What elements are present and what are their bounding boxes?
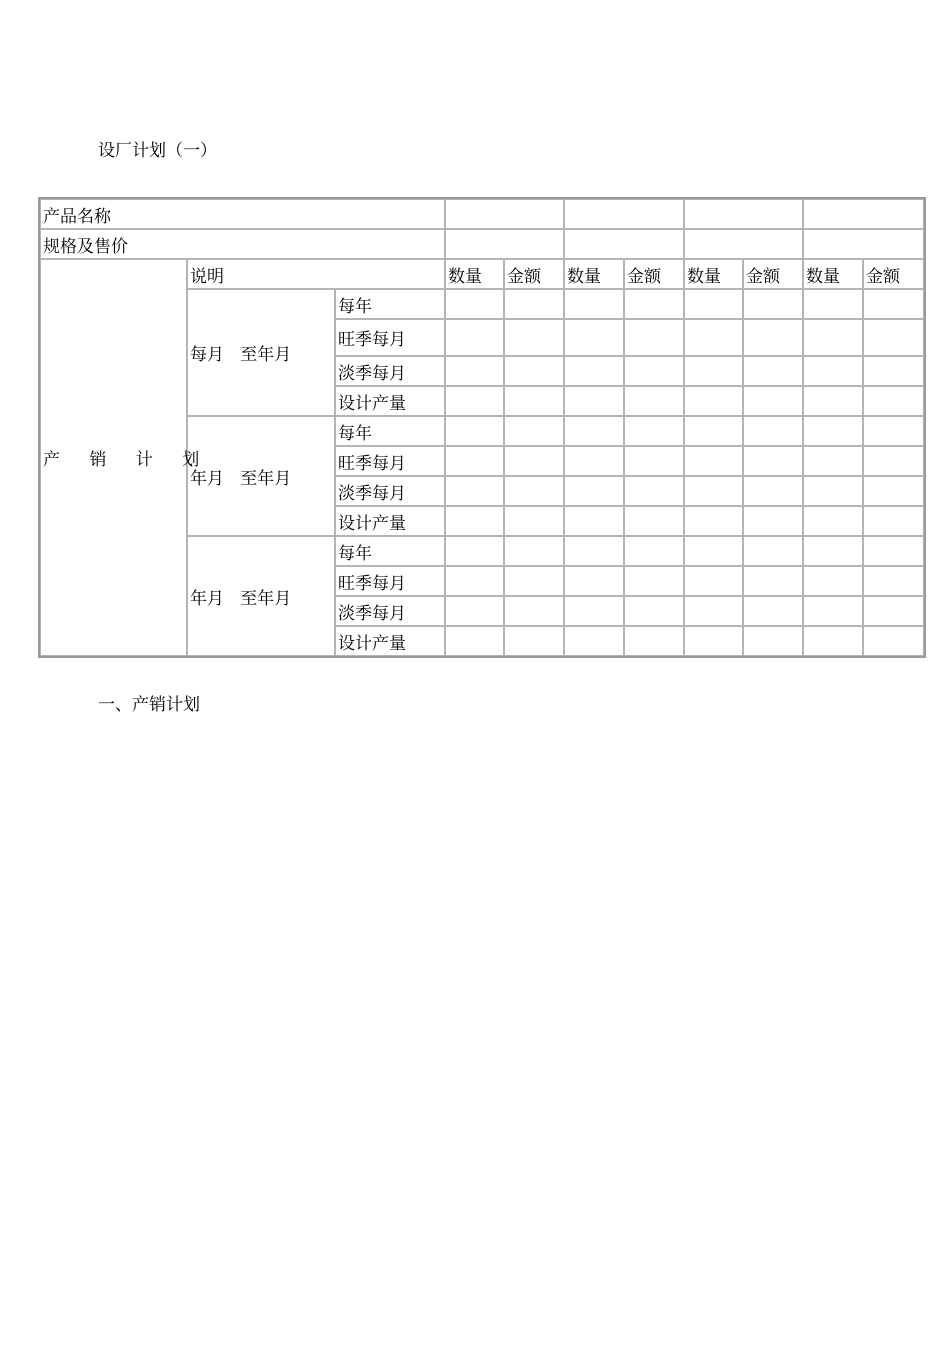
data-cell[interactable]	[803, 566, 863, 596]
data-cell[interactable]	[743, 446, 803, 476]
data-cell[interactable]	[863, 476, 924, 506]
period-label: 年月 至年月	[187, 536, 335, 656]
amount-header: 金额	[624, 259, 684, 289]
row-label: 每年	[335, 416, 445, 446]
data-cell[interactable]	[803, 536, 863, 566]
qty-header: 数量	[684, 259, 743, 289]
data-cell[interactable]	[803, 626, 863, 656]
data-cell[interactable]	[803, 416, 863, 446]
data-cell[interactable]	[504, 596, 564, 626]
qty-header: 数量	[803, 259, 863, 289]
spec-price-cell[interactable]	[564, 229, 684, 259]
data-cell[interactable]	[564, 566, 624, 596]
data-cell[interactable]	[803, 386, 863, 416]
row-label: 旺季每月	[335, 566, 445, 596]
data-cell[interactable]	[445, 319, 504, 356]
data-cell[interactable]	[624, 446, 684, 476]
amount-header: 金额	[863, 259, 924, 289]
data-cell[interactable]	[445, 386, 504, 416]
data-cell[interactable]	[684, 506, 743, 536]
data-cell[interactable]	[564, 356, 624, 386]
header-row	[40, 259, 924, 289]
data-cell[interactable]	[624, 506, 684, 536]
row-label: 设计产量	[335, 626, 445, 656]
spec-price-cell[interactable]	[803, 229, 924, 259]
amount-header: 金额	[504, 259, 564, 289]
data-cell[interactable]	[624, 289, 684, 319]
data-cell[interactable]	[803, 289, 863, 319]
data-cell[interactable]	[684, 476, 743, 506]
data-cell[interactable]	[445, 356, 504, 386]
data-cell[interactable]	[504, 386, 564, 416]
product-name-cell[interactable]	[803, 199, 924, 229]
data-cell[interactable]	[445, 626, 504, 656]
data-cell[interactable]	[504, 536, 564, 566]
data-cell[interactable]	[445, 596, 504, 626]
data-cell[interactable]	[684, 416, 743, 446]
row-label: 设计产量	[335, 386, 445, 416]
data-cell[interactable]	[504, 319, 564, 356]
period-label: 年月 至年月	[187, 416, 335, 536]
product-name-label: 产品名称	[40, 199, 445, 229]
data-cell[interactable]	[445, 476, 504, 506]
data-cell[interactable]	[564, 626, 624, 656]
data-cell[interactable]	[684, 626, 743, 656]
data-cell[interactable]	[863, 596, 924, 626]
data-cell[interactable]	[624, 356, 684, 386]
data-cell[interactable]	[624, 476, 684, 506]
data-cell[interactable]	[564, 596, 624, 626]
data-cell[interactable]	[624, 596, 684, 626]
data-cell[interactable]	[743, 626, 803, 656]
data-cell[interactable]	[863, 536, 924, 566]
data-cell[interactable]	[803, 356, 863, 386]
data-cell[interactable]	[743, 476, 803, 506]
product-name-cell[interactable]	[445, 199, 564, 229]
row-label: 淡季每月	[335, 356, 445, 386]
data-cell[interactable]	[624, 319, 684, 356]
period-label: 每月 至年月	[187, 289, 335, 416]
product-name-cell[interactable]	[564, 199, 684, 229]
data-cell[interactable]	[504, 446, 564, 476]
data-cell[interactable]	[504, 566, 564, 596]
data-cell[interactable]	[803, 596, 863, 626]
data-cell[interactable]	[803, 506, 863, 536]
data-cell[interactable]	[564, 289, 624, 319]
data-cell[interactable]	[743, 416, 803, 446]
data-cell[interactable]	[684, 566, 743, 596]
data-cell[interactable]	[863, 386, 924, 416]
data-cell[interactable]	[624, 626, 684, 656]
row-label: 旺季每月	[335, 319, 445, 356]
qty-header: 数量	[564, 259, 624, 289]
data-cell[interactable]	[743, 386, 803, 416]
data-cell[interactable]	[445, 506, 504, 536]
row-label: 淡季每月	[335, 476, 445, 506]
section-label: 产 销 计 划	[40, 259, 187, 656]
data-cell[interactable]	[564, 319, 624, 356]
product-name-cell[interactable]	[684, 199, 803, 229]
data-cell[interactable]	[504, 356, 564, 386]
data-cell[interactable]	[684, 446, 743, 476]
data-cell[interactable]	[445, 446, 504, 476]
data-cell[interactable]	[743, 596, 803, 626]
data-cell[interactable]	[743, 319, 803, 356]
data-cell[interactable]	[684, 386, 743, 416]
data-cell[interactable]	[743, 356, 803, 386]
qty-header: 数量	[445, 259, 504, 289]
description-label: 说明	[187, 259, 445, 289]
data-cell[interactable]	[564, 476, 624, 506]
row-label: 淡季每月	[335, 596, 445, 626]
data-cell[interactable]	[863, 356, 924, 386]
data-cell[interactable]	[504, 626, 564, 656]
spec-price-cell[interactable]	[445, 229, 564, 259]
data-cell[interactable]	[863, 566, 924, 596]
data-cell[interactable]	[445, 566, 504, 596]
data-cell[interactable]	[445, 416, 504, 446]
production-sales-plan-table	[38, 197, 926, 658]
data-cell[interactable]	[504, 506, 564, 536]
data-cell[interactable]	[743, 506, 803, 536]
row-label: 设计产量	[335, 506, 445, 536]
data-cell[interactable]	[863, 446, 924, 476]
product-name-row	[40, 199, 924, 229]
data-cell[interactable]	[504, 416, 564, 446]
row-label: 旺季每月	[335, 446, 445, 476]
data-cell[interactable]	[863, 319, 924, 356]
data-cell[interactable]	[684, 356, 743, 386]
amount-header: 金额	[743, 259, 803, 289]
data-cell[interactable]	[863, 506, 924, 536]
row-label: 每年	[335, 536, 445, 566]
data-cell[interactable]	[564, 536, 624, 566]
data-cell[interactable]	[684, 536, 743, 566]
data-cell[interactable]	[624, 566, 684, 596]
data-cell[interactable]	[803, 319, 863, 356]
data-cell[interactable]	[504, 476, 564, 506]
data-cell[interactable]	[684, 319, 743, 356]
data-cell[interactable]	[863, 416, 924, 446]
section-caption: 一、产销计划	[98, 695, 200, 715]
data-cell[interactable]	[564, 506, 624, 536]
data-cell[interactable]	[684, 596, 743, 626]
data-cell[interactable]	[624, 416, 684, 446]
data-cell[interactable]	[564, 446, 624, 476]
data-cell[interactable]	[803, 476, 863, 506]
data-cell[interactable]	[445, 289, 504, 319]
spec-price-row	[40, 229, 924, 259]
data-cell[interactable]	[743, 289, 803, 319]
data-cell[interactable]	[445, 536, 504, 566]
data-cell[interactable]	[863, 626, 924, 656]
spec-price-label: 规格及售价	[40, 229, 445, 259]
data-cell[interactable]	[863, 289, 924, 319]
data-cell[interactable]	[564, 416, 624, 446]
row-label: 每年	[335, 289, 445, 319]
page-title: 设厂计划（一）	[98, 141, 217, 161]
data-cell[interactable]	[803, 446, 863, 476]
data-cell[interactable]	[743, 536, 803, 566]
data-cell[interactable]	[743, 566, 803, 596]
data-cell[interactable]	[624, 536, 684, 566]
data-cell[interactable]	[504, 289, 564, 319]
data-cell[interactable]	[564, 386, 624, 416]
spec-price-cell[interactable]	[684, 229, 803, 259]
data-cell[interactable]	[624, 386, 684, 416]
data-cell[interactable]	[684, 289, 743, 319]
